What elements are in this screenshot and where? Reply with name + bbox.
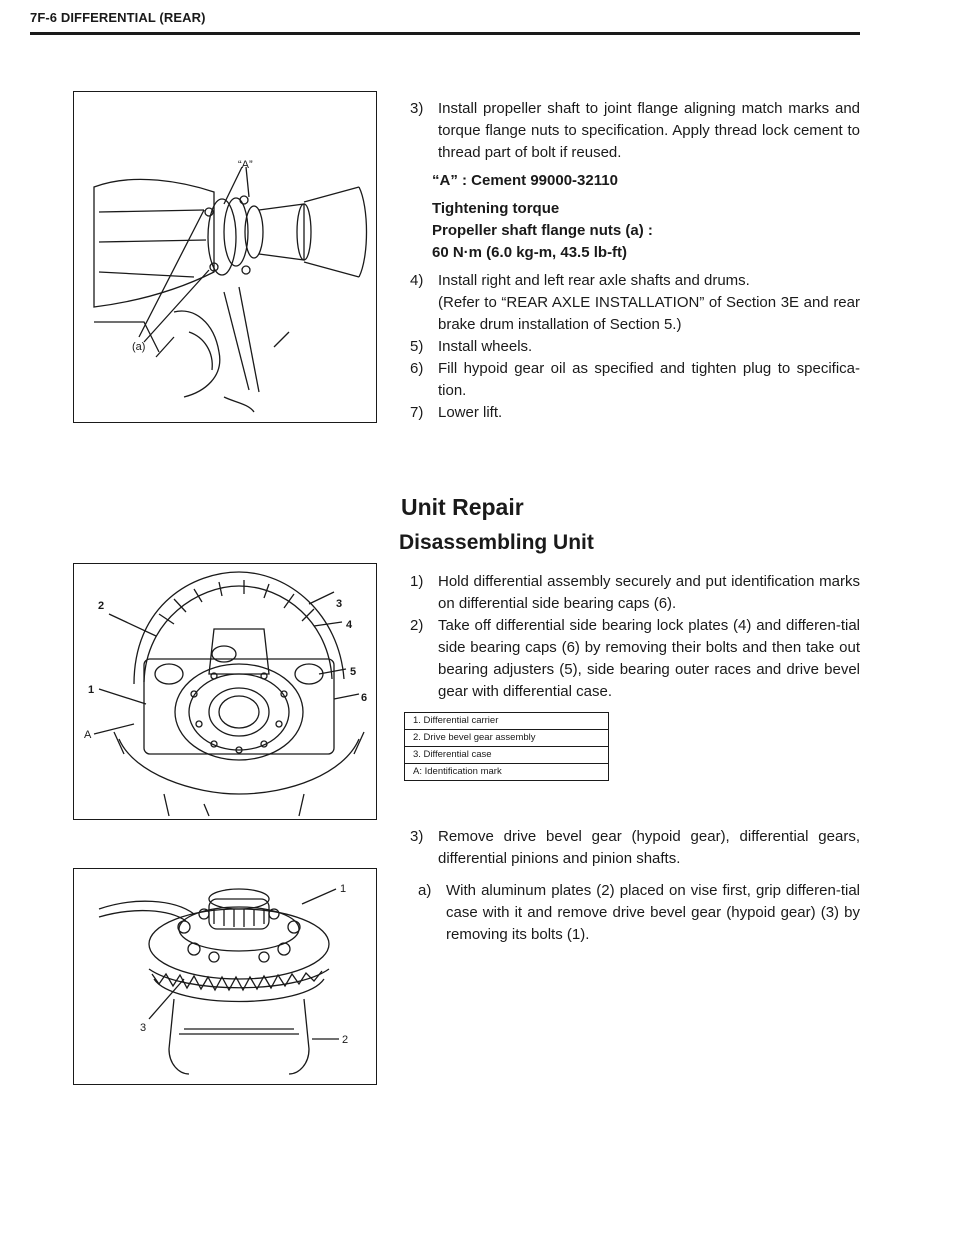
step-text: Take off differential side bearing lock plates (4) and differen-tial side bearing caps (6) by removing their bolts and then take out bearing adjusters (5), side bearing outer races and drive bevel gear with differential case. [438,617,860,700]
step-text: Fill hypoid gear oil as specified and tighten plug to specifica-tion. [438,360,860,399]
step-number: 1) [410,573,424,590]
legend-row [405,764,609,781]
step-text: Hold differential assembly securely and put identification marks on differential side bearing caps (6). [438,573,860,612]
figure3-label-2: 2 [342,1034,349,1046]
legend-cell: 1. Differential carrier [405,713,609,730]
step-text: Install right and left rear axle shafts and drums. [438,272,750,289]
figure1-label-a-small: (a) [132,341,146,353]
step-7-lower-lift [410,402,860,424]
figure1-label-a: “A” [238,159,253,171]
step-number: 3) [410,828,424,845]
substep-a-grip-case [418,880,860,946]
legend-row [405,713,609,730]
step-3-install-propeller [410,98,860,164]
step-number: 4) [410,272,424,289]
step-text: Install propeller shaft to joint flange aligning match marks and torque flange nuts to specification. Apply thread lock cement to thread part of bolt if reused. [438,100,860,161]
figure2-label-3: 3 [336,598,343,610]
header-rule [30,32,860,35]
legend-row [405,747,609,764]
disassembling-unit-heading: Disassembling Unit [399,531,594,554]
cement-spec: “A” : Cement 99000-32110 [432,172,618,189]
differential-case-vise-figure [73,868,377,1085]
torque-value: 60 N·m (6.0 kg-m, 43.5 lb-ft) [432,244,628,261]
step-2-take-off-plates [410,615,860,703]
step-number: a) [418,882,432,899]
step-5-install-wheels [410,336,860,358]
figure2-label-a: A [84,729,92,741]
step-text: Remove drive bevel gear (hypoid gear), differential gears, differential pinions and pinion shafts. [438,828,860,867]
header-title: 7F-6 DIFFERENTIAL (REAR) [30,10,206,25]
step-4-install-axle [410,270,860,336]
step-number: 2) [410,617,424,634]
section3-text [410,826,860,870]
step-number: 7) [410,404,424,421]
section1-text [410,98,860,424]
section2-text [410,571,860,703]
differential-case-vise-illustration [74,869,376,1084]
step-text: Install wheels. [438,338,533,355]
legend-cell: 3. Differential case [405,747,609,764]
legend-cell: A: Identification mark [405,764,609,781]
step-text: Lower lift. [438,404,503,421]
torque-title: Tightening torque [432,200,560,217]
figure2-label-2: 2 [98,600,105,612]
figure2-label-5: 5 [350,666,357,678]
legend-cell: 2. Drive bevel gear assembly [405,730,609,747]
legend-row [405,730,609,747]
step-1-hold-assembly [410,571,860,615]
figure3-label-3: 3 [140,1022,147,1034]
step-3-remove-gear [410,826,860,870]
step-6-fill-oil [410,358,860,402]
figure2-label-4: 4 [346,619,353,631]
propeller-shaft-figure [73,91,377,423]
propeller-shaft-illustration [74,92,376,422]
step-number: 5) [410,338,424,355]
step-number: 6) [410,360,424,377]
page-header [30,10,860,25]
figure2-legend [404,712,609,781]
differential-assembly-illustration [74,564,376,819]
section3-substep [418,880,860,946]
step-text: With aluminum plates (2) placed on vise first, grip differen-tial case with it and remove drive bevel gear (hypoid gear) (3) by removing its bolts (1). [446,882,860,943]
unit-repair-heading: Unit Repair [401,494,524,520]
differential-assembly-figure [73,563,377,820]
step-subtext: (Refer to “REAR AXLE INSTALLATION” of Section 3E and rear brake drum installation of Section 5.) [438,294,860,333]
figure3-label-1: 1 [340,883,347,895]
figure2-label-1: 1 [88,684,95,696]
torque-item: Propeller shaft flange nuts (a) : [432,222,653,239]
step-number: 3) [410,100,424,117]
figure2-label-6: 6 [361,692,368,704]
